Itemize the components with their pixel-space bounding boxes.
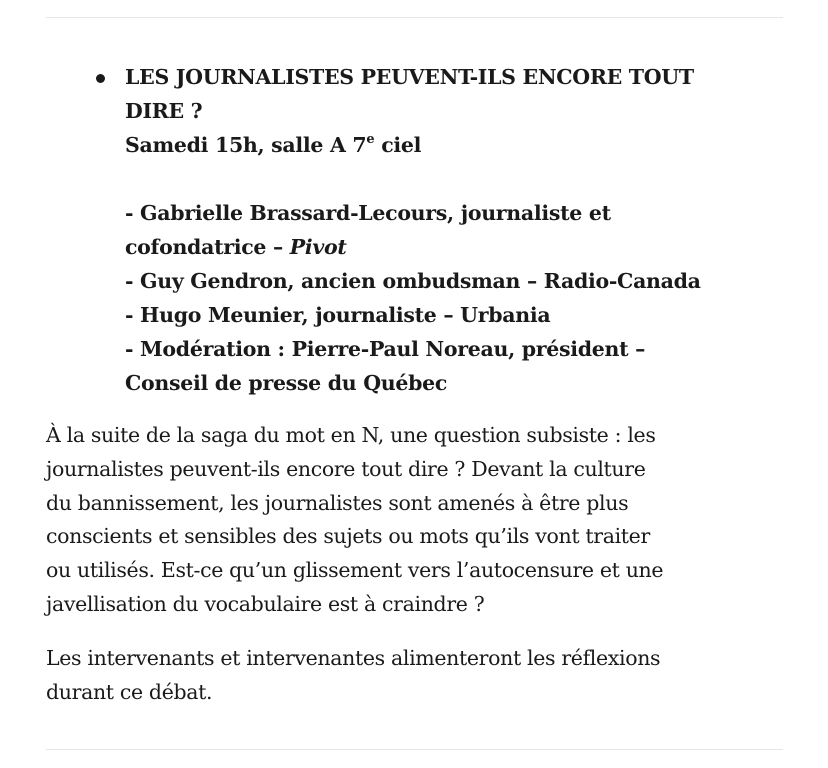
paragraph-1-line: conscients et sensibles des sujets ou mots qu’ils vont traiter: [46, 524, 650, 549]
panelist-1-line-1: - Gabrielle Brassard-Lecours, journaliste et: [125, 201, 611, 225]
paragraph-1-line: du bannissement, les journalistes sont amenés à être plus: [46, 490, 629, 515]
description-paragraph-2: [46, 642, 786, 710]
spacer: [125, 162, 785, 196]
bottom-divider: [46, 749, 783, 750]
paragraph-1-line: javellisation du vocabulaire est à craindre ?: [46, 591, 485, 616]
bullet-icon: [96, 74, 105, 83]
event-schedule: [125, 128, 785, 162]
panelist-1-role: cofondatrice –: [125, 235, 290, 259]
paragraph-2-line: durant ce débat.: [46, 679, 213, 704]
schedule-suffix: ciel: [374, 133, 422, 157]
description-paragraph-1: [46, 419, 786, 622]
paragraph-1-line: À la suite de la saga du mot en N, une question subsiste : les: [46, 423, 656, 447]
panelist-1-line-2: [125, 230, 785, 264]
event-title-line-2: DIRE ?: [125, 99, 203, 123]
panelist-1-outlet: Pivot: [289, 235, 347, 259]
panelist-2: - Guy Gendron, ancien ombudsman – Radio-Canada: [125, 269, 701, 293]
schedule-superscript: e: [366, 132, 375, 148]
top-divider: [46, 17, 783, 18]
paragraph-1-line: ou utilisés. Est-ce qu’un glissement vers l’autocensure et une: [46, 558, 664, 583]
panelist-3: - Hugo Meunier, journaliste – Urbania: [125, 303, 551, 327]
event-title-line-1: LES JOURNALISTES PEUVENT-ILS ENCORE TOUT: [125, 65, 694, 89]
paragraph-2-line: Les intervenants et intervenantes alimenteront les réflexions: [46, 646, 661, 670]
moderator-line-1: - Modération : Pierre-Paul Noreau, président –: [125, 337, 646, 361]
schedule-prefix: Samedi 15h, salle A 7: [125, 133, 367, 157]
event-details: [125, 60, 785, 400]
moderator-line-2: Conseil de presse du Québec: [125, 371, 448, 395]
paragraph-1-line: journalistes peuvent-ils encore tout dire ? Devant la culture: [46, 456, 646, 481]
